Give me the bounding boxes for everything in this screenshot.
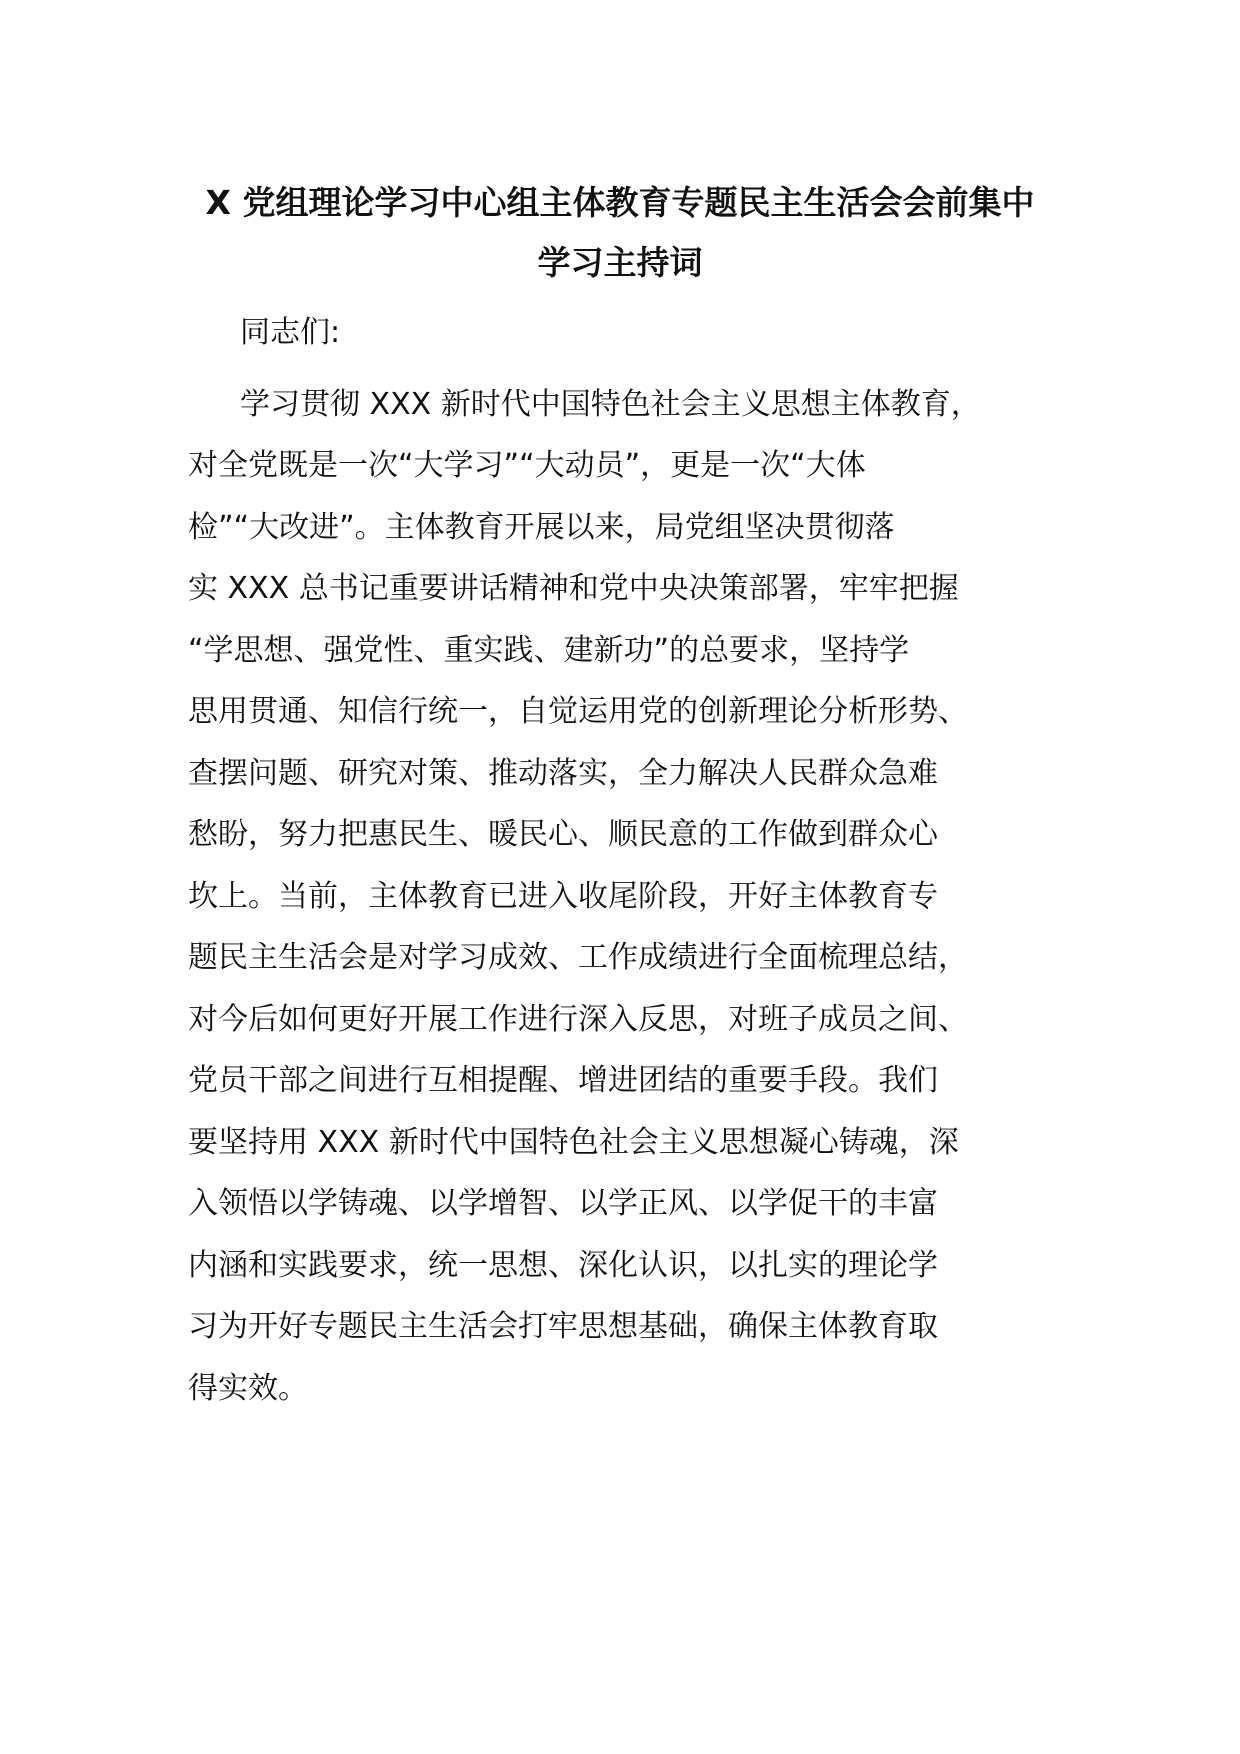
paragraph-line: 坎上。当前，主体教育已进入收尾阶段，开好主体教育专 xyxy=(188,879,938,914)
paragraph-line: 内涵和实践要求，统一思想、深化认识，以扎实的理论学 xyxy=(188,1248,938,1283)
paragraph-line: 入领悟以学铸魂、以学增智、以学正风、以学促干的丰富 xyxy=(188,1186,938,1221)
greeting: 同志们: xyxy=(240,315,341,350)
paragraph-line: 题民主生活会是对学习成效、工作成绩进行全面梳理总结， xyxy=(188,940,968,975)
title-line-1: X 党组理论学习中心组主体教育专题民主生活会会前集中 xyxy=(205,183,1035,222)
paragraph-line: 学习贯彻 XXX 新时代中国特色社会主义思想主体教育， xyxy=(240,387,981,422)
paragraph-line: 得实效。 xyxy=(188,1371,308,1406)
paragraph-line: 实 XXX 总书记重要讲话精神和党中央决策部署，牢牢把握 xyxy=(188,571,959,606)
title-line-2: 学习主持词 xyxy=(537,243,703,282)
paragraph-line: “学思想、强党性、重实践、建新功”的总要求，坚持学 xyxy=(188,633,910,668)
paragraph-line: 要坚持用 XXX 新时代中国特色社会主义思想凝心铸魂，深 xyxy=(188,1125,959,1160)
paragraph-line: 查摆问题、研究对策、推动落实，全力解决人民群众急难 xyxy=(188,756,938,791)
paragraph-line: 愁盼，努力把惠民生、暖民心、顺民意的工作做到群众心 xyxy=(188,817,938,852)
paragraph-line: 习为开好专题民主生活会打牢思想基础，确保主体教育取 xyxy=(188,1309,938,1344)
paragraph-line: 对今后如何更好开展工作进行深入反思，对班子成员之间、 xyxy=(188,1002,968,1037)
paragraph-line: 对全党既是一次“大学习”“大动员”，更是一次“大体 xyxy=(188,448,866,483)
paragraph-line: 思用贯通、知信行统一，自觉运用党的创新理论分析形势、 xyxy=(188,694,968,729)
paragraph-line: 检”“大改进”。主体教育开展以来，局党组坚决贯彻落 xyxy=(188,510,895,545)
paragraph-line: 党员干部之间进行互相提醒、增进团结的重要手段。我们 xyxy=(188,1063,938,1098)
